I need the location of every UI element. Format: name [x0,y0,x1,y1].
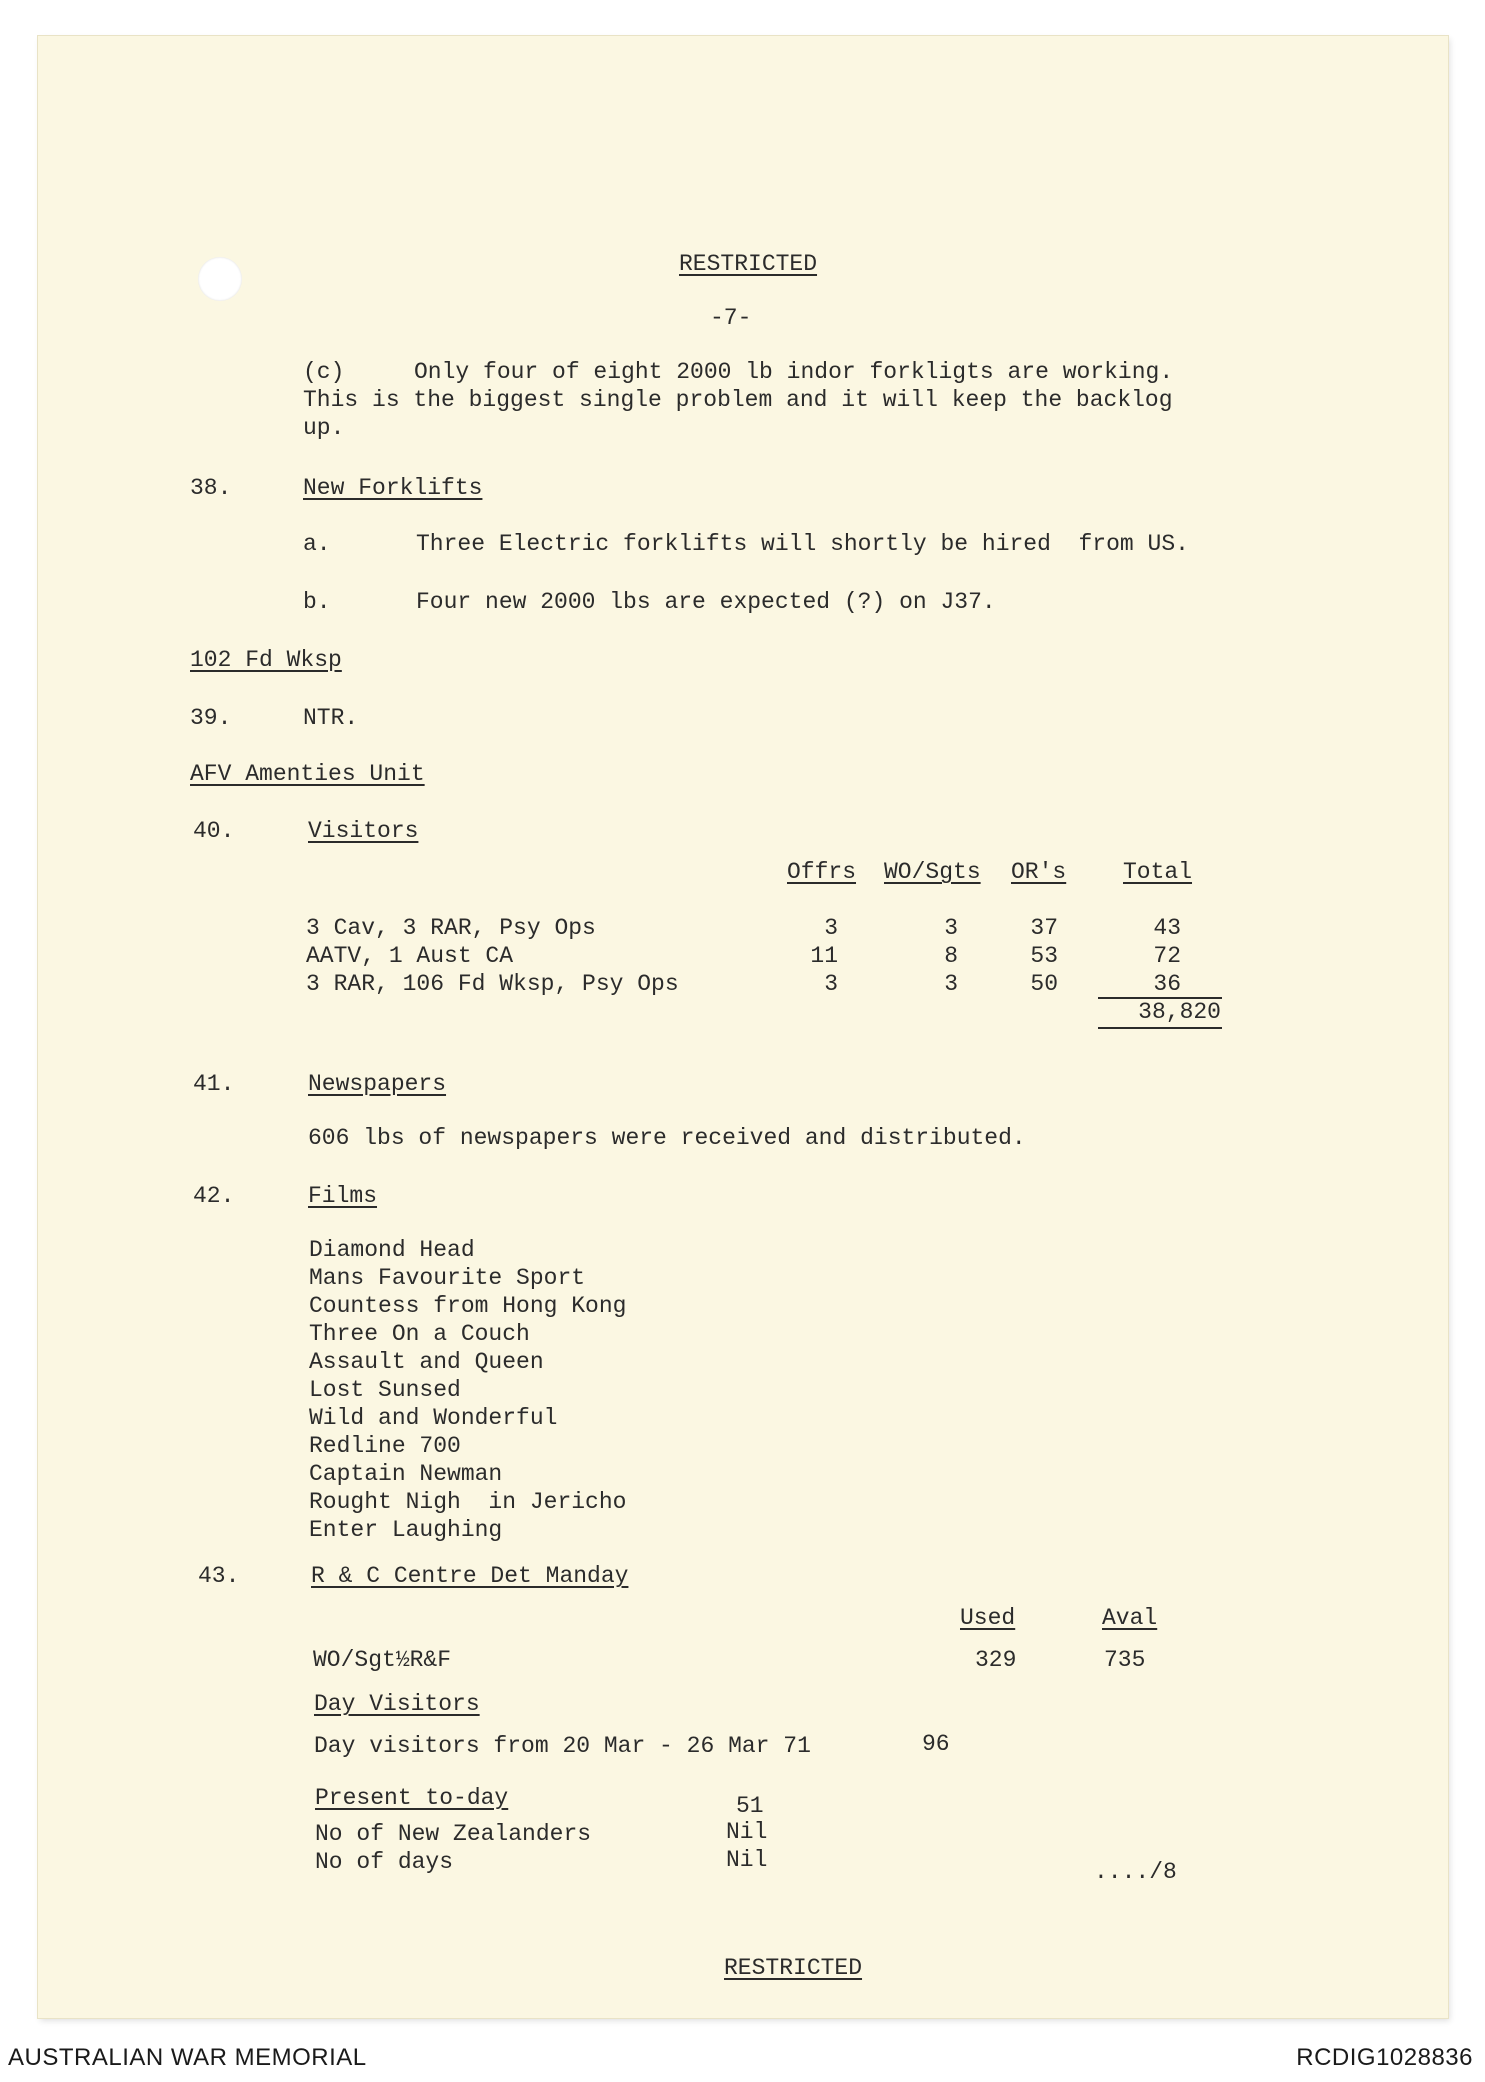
days-value: Nil [726,1847,768,1873]
column-header-ors: OR's [1011,859,1067,885]
para-c-marker: (c) [303,359,345,385]
list-item: Captain Newman [309,1461,503,1487]
column-header-wo-sgts: WO/Sgts [884,859,981,885]
section-38-title: New Forklifts [303,475,483,501]
para-c-line3: up. [303,415,345,441]
section-38-b-marker: b. [303,589,331,615]
section-38-a-marker: a. [303,531,331,557]
day-visitors-text: Day visitors from 20 Mar - 26 Mar 71 [314,1733,811,1759]
cell-offrs: 11 [810,943,838,969]
section-38-number: 38. [190,475,232,501]
row-label: 3 Cav, 3 RAR, Psy Ops [306,915,596,941]
column-header-offrs: Offrs [787,859,857,885]
section-38-b-text: Four new 2000 lbs are expected (?) on J37. [416,589,996,615]
section-40-title: Visitors [308,818,419,844]
manday-aval-value: 735 [1104,1647,1146,1673]
cell-ors: 50 [1030,971,1058,997]
unit-heading-102: 102 Fd Wksp [190,647,342,673]
punch-hole [198,257,242,301]
days-label: No of days [315,1849,454,1875]
list-item: Countess from Hong Kong [309,1293,627,1319]
section-43-title: R & C Centre Det Manday [311,1563,629,1589]
section-42-title: Films [308,1183,378,1209]
cell-ors: 53 [1030,943,1058,969]
section-42-number: 42. [193,1183,235,1209]
row-label: 3 RAR, 106 Fd Wksp, Psy Ops [306,971,679,997]
list-item: Wild and Wonderful [309,1405,558,1431]
cell-total: 72 [1153,943,1181,969]
new-zealanders-label: No of New Zealanders [315,1821,592,1847]
column-header-total: Total [1123,859,1193,885]
list-item: Enter Laughing [309,1517,503,1543]
list-item: Redline 700 [309,1433,461,1459]
manday-used-value: 329 [975,1647,1017,1673]
list-item: Diamond Head [309,1237,475,1263]
section-39-number: 39. [190,705,232,731]
list-item: Three On a Couch [309,1321,530,1347]
cell-wo-sgts: 3 [944,971,958,997]
archive-id-label: RCDIG1028836 [1296,2044,1473,2071]
section-43-number: 43. [198,1563,240,1589]
cell-wo-sgts: 3 [944,915,958,941]
document-page [38,36,1448,2018]
new-zealanders-value: Nil [726,1819,768,1845]
archive-source-label: AUSTRALIAN WAR MEMORIAL [8,2044,367,2071]
cell-total: 43 [1153,915,1181,941]
row-label: AATV, 1 Aust CA [306,943,514,969]
column-header-aval: Aval [1102,1605,1158,1631]
list-item: Lost Sunsed [309,1377,461,1403]
day-visitors-heading: Day Visitors [314,1691,480,1717]
cell-total: 36 [1153,971,1181,997]
list-item: Mans Favourite Sport [309,1265,586,1291]
grand-total: 38,820 [1138,999,1221,1025]
classification-header: RESTRICTED [679,251,818,277]
continuation-marker: ..../8 [1094,1859,1177,1885]
cell-wo-sgts: 8 [944,943,958,969]
section-39-text: NTR. [303,705,359,731]
cell-ors: 37 [1030,915,1058,941]
section-38-a-text: Three Electric forklifts will shortly be hired from US. [416,531,1189,557]
page-number: -7- [710,305,752,331]
present-today-value: 51 [736,1793,764,1819]
section-41-title: Newspapers [308,1071,447,1097]
grand-total-rule [1098,1027,1222,1029]
cell-offrs: 3 [824,971,838,997]
present-today-heading: Present to-day [315,1785,509,1811]
section-40-number: 40. [193,818,235,844]
classification-footer: RESTRICTED [724,1955,863,1981]
column-header-used: Used [960,1605,1016,1631]
section-41-number: 41. [193,1071,235,1097]
list-item: Rought Nigh in Jericho [309,1489,627,1515]
list-item: Assault and Queen [309,1349,544,1375]
day-visitors-value: 96 [922,1731,950,1757]
manday-row-label: WO/Sgt½R&F [313,1647,452,1673]
section-41-text: 606 lbs of newspapers were received and distributed. [308,1125,1026,1151]
unit-heading-afv: AFV Amenties Unit [190,761,425,787]
para-c-line2: This is the biggest single problem and it will keep the backlog [303,387,1173,413]
para-c-line1: Only four of eight 2000 lb indor forkligts are working. [414,359,1174,385]
cell-offrs: 3 [824,915,838,941]
